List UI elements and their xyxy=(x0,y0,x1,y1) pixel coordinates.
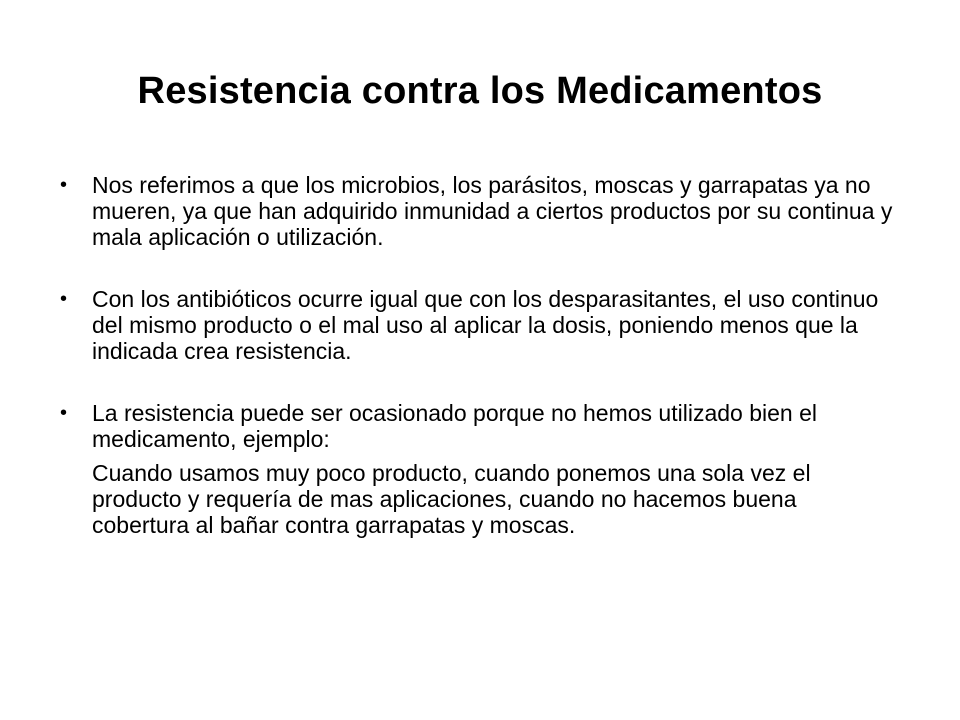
slide-body xyxy=(58,172,898,538)
bullet-continuation-text: Cuando usamos muy poco producto, cuando ponemos una sola vez el producto y requería de mas aplicaciones, cuando no hacemos buena cobertura al bañar contra garrapatas y moscas. xyxy=(92,460,811,538)
bullet-text: Con los antibióticos ocurre igual que con los desparasitantes, el uso continuo del mismo producto o el mal uso al aplicar la dosis, poniendo menos que la indicada crea resistencia. xyxy=(92,286,879,364)
bullet-item xyxy=(58,172,898,250)
bullet-item xyxy=(58,286,898,364)
bullet-text: La resistencia puede ser ocasionado porque no hemos utilizado bien el medicamento, ejemplo: xyxy=(92,400,817,452)
bullet-dot-icon: • xyxy=(60,402,68,424)
bullet-item xyxy=(58,400,898,452)
bullet-dot-icon: • xyxy=(60,288,68,310)
bullet-dot-icon: • xyxy=(60,174,68,196)
slide-title: Resistencia contra los Medicamentos xyxy=(137,70,823,112)
bullet-text: Nos referimos a que los microbios, los parásitos, moscas y garrapatas ya no mueren, ya que han adquirido inmunidad a ciertos productos por su continua y mala aplicación o utilización. xyxy=(92,172,893,250)
